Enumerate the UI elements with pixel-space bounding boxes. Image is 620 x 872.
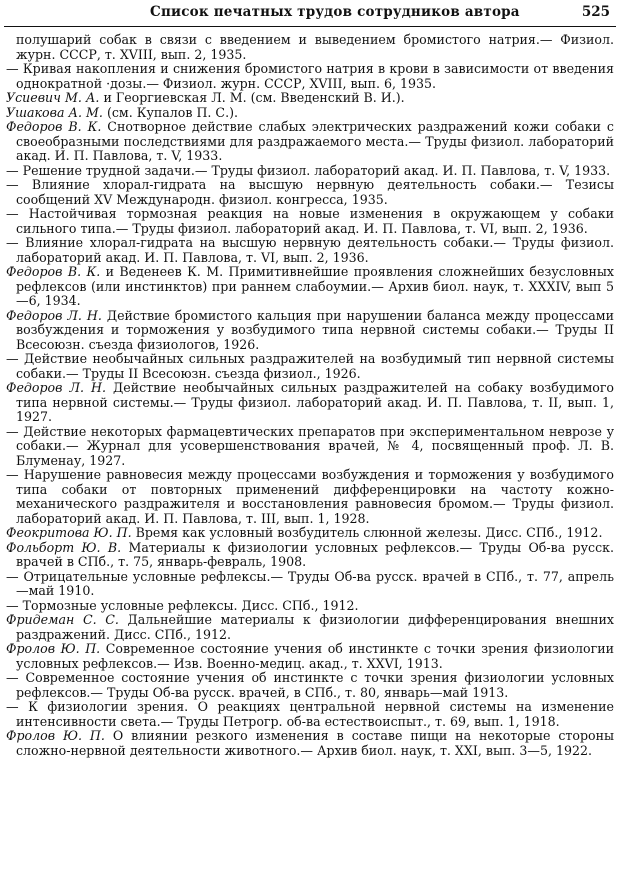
entry-text: Современное состояние учения об инстинкте с точки зрения физиологии условных рефлексов.— Изв. Военно-медиц. акад., т. XXVI, 1913. [16, 641, 614, 671]
page-number: 525 [581, 4, 610, 20]
bibliography-entry [6, 468, 614, 526]
entry-author: Фридеман С. С. [6, 612, 119, 627]
bibliography-entry [6, 613, 614, 642]
bibliography-entry [6, 700, 614, 729]
bibliography-entry [6, 352, 614, 381]
entry-text: — К физиологии зрения. О реакциях центральной нервной системы на изменение интенсивности света.— Труды Петрогр. об-ва естествоиспыт., т. 69, вып. 1, 1918. [6, 699, 614, 729]
bibliography-entry [6, 120, 614, 164]
entry-text: Действие бромистого кальция при нарушении баланса между процессами возбуждения и торможения у возбудимого типа нервной системы собаки.— Труды II Всесоюзн. съезда физиологов, 1926. [16, 307, 615, 352]
entry-text: О влиянии резкого изменения в составе пищи на некоторые стороны сложно-нервной деятельности животного.— Архив биол. наук, т. XXI, вып. 3—5, 1922. [16, 728, 615, 758]
bibliography-entry [6, 570, 614, 599]
entry-text: — Решение трудной задачи.— Труды физиол. лабораторий акад. И. П. Павлова, т. V, 1933. [6, 162, 611, 178]
bibliography-entry [6, 207, 614, 236]
bibliography-entry [6, 599, 614, 614]
bibliography-entry [6, 33, 614, 62]
bibliography-entry [6, 381, 614, 425]
entry-author: Ушакова А. М. [6, 104, 103, 120]
entry-text: — Современное состояние учения об инстинкте с точки зрения физиологии условных рефлексов.— Труды Об-ва русск. врачей, в СПб., т. 80, январь—май 1913. [6, 670, 614, 700]
entry-author: Феокритова Ю. П. [6, 525, 132, 540]
bibliography-entry [6, 642, 614, 671]
entry-text: — Кривая накопления и снижения бромистого натрия в крови в зависимости от введения однократной ·дозы.— Физиол. журн. СССР, XVIII, вып. 6, 1935. [6, 61, 614, 91]
bibliography-entry [6, 671, 614, 700]
bibliography-entry [6, 265, 614, 309]
entry-text: — Действие некоторых фармацевтических препаратов при экспериментальном неврозе у собаки.— Журнал для усовершенствования врачей, № 4, посвященный проф. Л. В. Блуменау, 1927. [6, 423, 614, 468]
header-rule [4, 26, 616, 27]
entry-text: — Тормозные условные рефлексы. Дисс. СПб., 1912. [6, 597, 359, 613]
entry-text: Дальнейшие материалы к физиологии дифференцирования внешних раздражений. Дисс. СПб., 1912. [16, 612, 614, 642]
bibliography-entry [6, 62, 614, 91]
bibliography-entry [6, 541, 614, 570]
running-header [0, 0, 620, 28]
entry-author: Усиевич М. А. [6, 90, 100, 105]
entry-text: Материалы к физиологии условных рефлексов.— Труды Об-ва русск. врачей в СПб., т. 75, январь-февраль, 1908. [16, 539, 614, 569]
entry-text: Время как условный возбудитель слюнной железы. Дисс. СПб., 1912. [131, 525, 603, 540]
entry-author: Федоров Л. Н. [6, 307, 102, 323]
bibliography-entry [6, 526, 614, 541]
entry-author: Фролов Ю. П. [6, 728, 105, 743]
bibliography-entry [6, 164, 614, 179]
bibliography-entry [6, 178, 614, 207]
entry-text: — Влияние хлорал-гидрата на высшую нервную деятельность собаки.— Тезисы сообщений XV Международн. физиол. конгресса, 1935. [6, 177, 614, 207]
entry-text: полушарий собак в связи с введением и выведением бромистого натрия.— Физиол. журн. СССР, т. XVIII, вып. 2, 1935. [16, 32, 614, 62]
entry-author: Федоров В. К. [6, 264, 101, 279]
entry-author: Федоров В. К. [6, 119, 102, 134]
bibliography-entry [6, 236, 614, 265]
entry-author: Фольборт Ю. В. [6, 539, 122, 555]
entry-author: Федоров Л. Н. [6, 380, 106, 395]
entry-text: и Веденеев К. М. Примитивнейшие проявления сложнейших безусловных рефлексов (или инстинктов) при раннем слабоумии.— Архив биол. наук, т. XXXIV, вып 5—6, 1934. [16, 264, 614, 308]
bibliography-entry [6, 425, 614, 469]
entry-text: (см. Купалов П. С.). [102, 104, 238, 120]
entry-text: Действие необычайных сильных раздражителей на собаку возбудимого типа нервной системы.— Труды физиол. лабораторий акад. И. П. Павлова, т. II, вып. 1, 1927. [16, 380, 614, 424]
bibliography-entry [6, 309, 614, 353]
entry-text: Снотворное действие слабых электрических раздражений кожи собаки с своеобразными последствиями для раздражаемого места.— Труды физиол. лабораторий акад. И. П. Павлова, т. V, 1933. [16, 119, 614, 163]
bibliography-entry [6, 91, 614, 106]
entry-text: — Нарушение равновесия между процессами возбуждения и торможения у возбудимого типа собаки от повторных применений дифференцировки на частоту кожно-механического раздражителя и восстановления равновесия бромом.— Труды физиол. лабораторий акад. И. П. Павлова, т. III, вып. 1, 1928. [6, 467, 614, 526]
entry-text: — Действие необычайных сильных раздражителей на возбудимый тип нервной системы собаки.— Труды II Всесоюзн. съезда физиол., 1926. [6, 351, 614, 381]
entry-text: и Георгиевская Л. М. (см. Введенский В. И.). [99, 90, 405, 105]
entry-text: — Влияние хлорал-гидрата на высшую нервную деятельность собаки.— Труды физиол. лабораторий акад. И. П. Павлова, т. VI, вып. 2, 1936. [6, 235, 614, 265]
header-title: Список печатных трудов сотрудников автора [150, 4, 520, 20]
bibliography-list [6, 33, 614, 758]
entry-author: Фролов Ю. П. [6, 641, 101, 656]
bibliography-entry [6, 729, 614, 758]
entry-text: — Настойчивая тормозная реакция на новые изменения в окружающем у собаки сильного типа.— Труды физиол. лабораторий акад. И. П. Павлова, т. VI, вып. 2, 1936. [6, 206, 614, 236]
entry-text: — Отрицательные условные рефлексы.— Труды Об-ва русск. врачей в СПб., т. 77, апрель—май 1910. [6, 568, 614, 598]
bibliography-entry [6, 106, 614, 121]
